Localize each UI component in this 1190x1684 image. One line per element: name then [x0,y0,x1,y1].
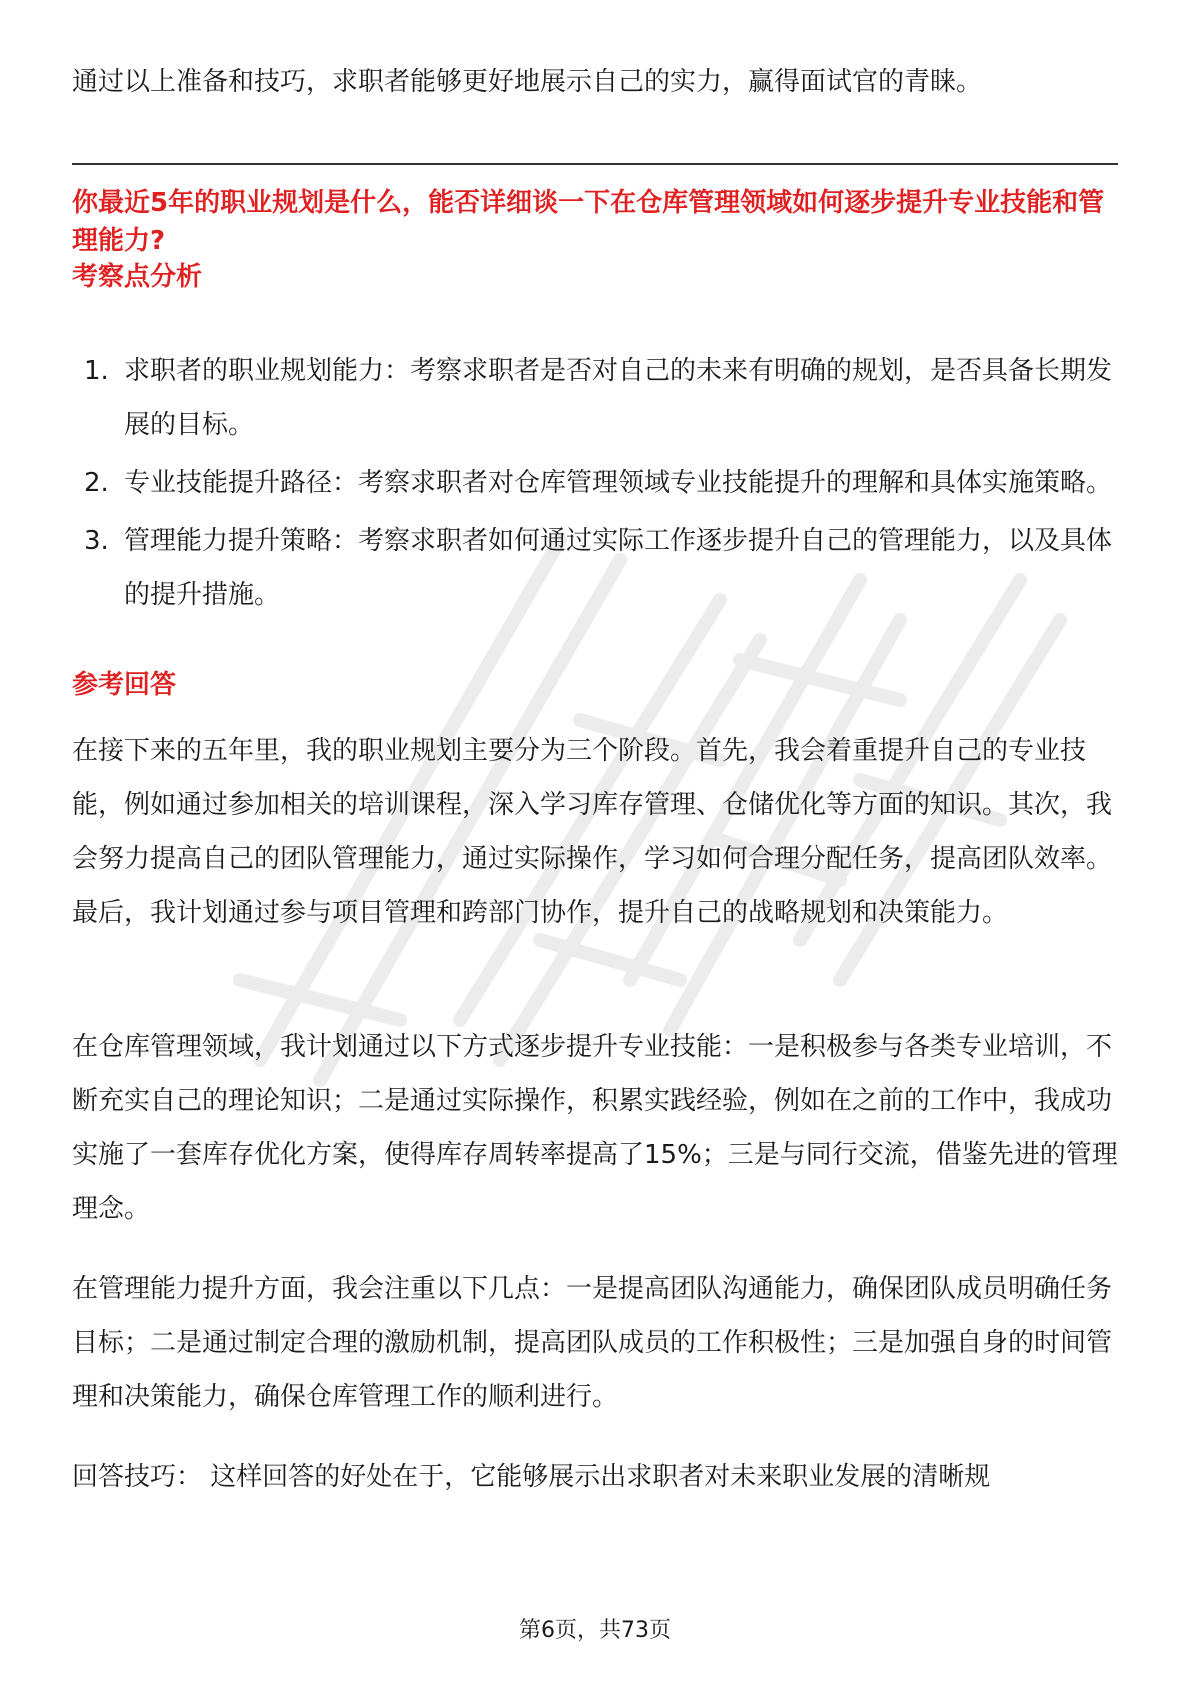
interview-question: 你最近5年的职业规划是什么，能否详细谈一下在仓库管理领域如何逐步提升专业技能和管理能力? [72,188,1105,256]
analysis-item-number: 2. [84,468,109,498]
answer-heading: 参考回答 [72,670,177,700]
analysis-item-3 [72,514,1118,622]
answer-tips-paragraph: 回答技巧： 这样回答的好处在于，它能够展示出求职者对未来职业发展的清晰规 [72,1462,991,1492]
analysis-item-number: 3. [84,526,109,556]
answer-paragraph-2: 在仓库管理领域，我计划通过以下方式逐步提升专业技能：一是积极参与各类专业培训，不断充实自己的理论知识；二是通过实际操作，积累实践经验，例如在之前的工作中，我成功实施了一套库存优化方案，使得库存周转率提高了15%；三是与同行交流，借鉴先进的管理理念。 [72,1032,1118,1224]
analysis-item-2 [72,456,1118,510]
analysis-list [72,344,1118,626]
analysis-heading: 考察点分析 [72,262,203,292]
analysis-item-text: 专业技能提升路径：考察求职者对仓库管理领域专业技能提升的理解和具体实施策略。 [124,468,1113,498]
answer-paragraph-1: 在接下来的五年里，我的职业规划主要分为三个阶段。首先，我会着重提升自己的专业技能，例如通过参加相关的培训课程，深入学习库存管理、仓储优化等方面的知识。其次，我会努力提高自己的团队管理能力，通过实际操作，学习如何合理分配任务，提高团队效率。最后，我计划通过参与项目管理和跨部门协作，提升自己的战略规划和决策能力。 [72,736,1113,928]
section-divider [72,163,1118,165]
analysis-item-text: 管理能力提升策略：考察求职者如何通过实际工作逐步提升自己的管理能力，以及具体的提升措施。 [124,526,1113,610]
analysis-item-1 [72,344,1118,452]
analysis-item-text: 求职者的职业规划能力：考察求职者是否对自己的未来有明确的规划，是否具备长期发展的目标。 [124,356,1113,440]
answer-paragraph-3: 在管理能力提升方面，我会注重以下几点：一是提高团队沟通能力，确保团队成员明确任务目标；二是通过制定合理的激励机制，提高团队成员的工作积极性；三是加强自身的时间管理和决策能力，确保仓库管理工作的顺利进行。 [72,1274,1113,1412]
page-number: 第6页，共73页 [519,1618,671,1643]
intro-paragraph: 通过以上准备和技巧，求职者能够更好地展示自己的实力，赢得面试官的青睐。 [72,67,983,97]
analysis-item-number: 1. [84,356,109,386]
